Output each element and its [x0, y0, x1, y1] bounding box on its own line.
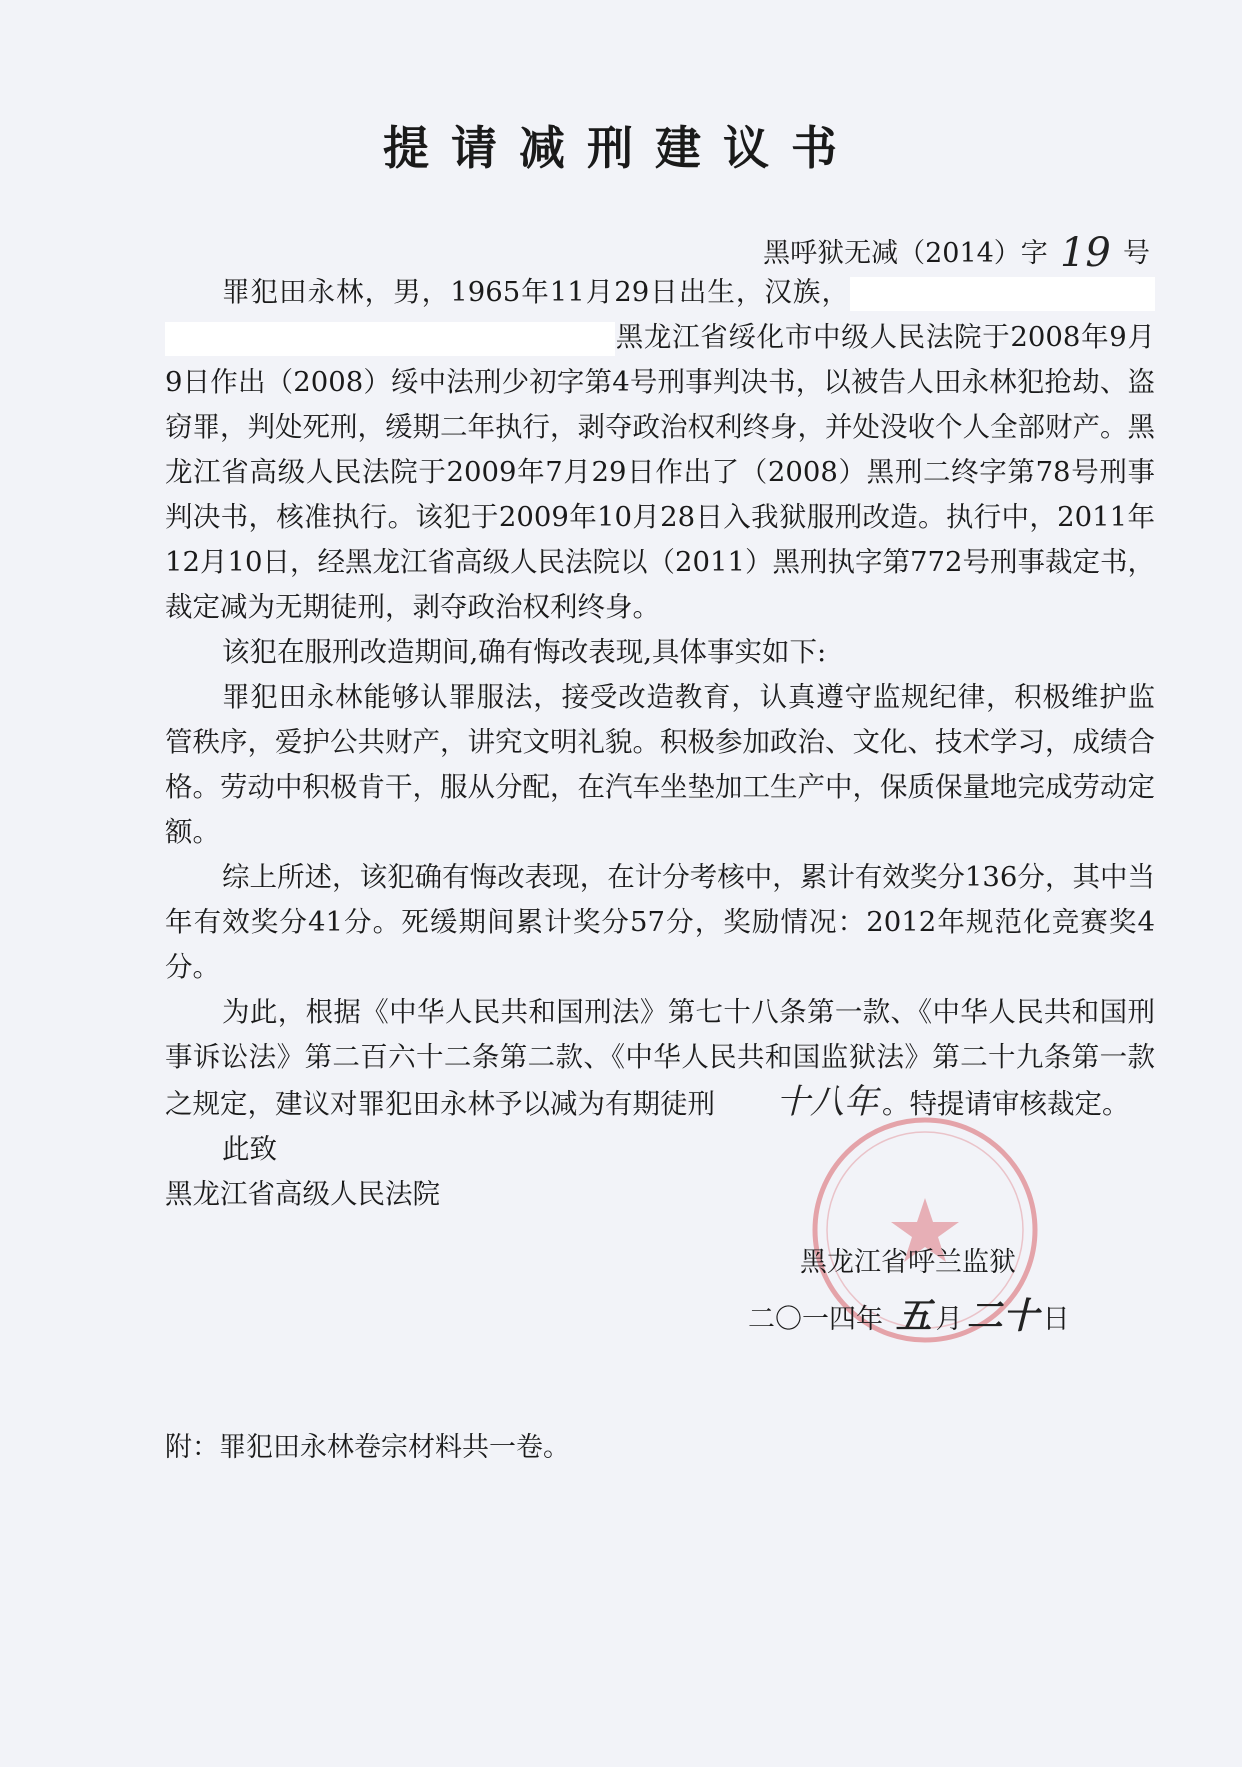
date-month-handwritten: 五	[895, 1295, 932, 1337]
document-body	[165, 270, 1155, 1217]
salutation: 此致	[222, 1133, 277, 1165]
document-number-prefix: 黑呼狱无减（2014）字	[763, 238, 1048, 269]
date-year: 二〇一四年	[748, 1304, 883, 1335]
paragraph-offender-info	[165, 270, 1155, 630]
signature-organization: 黑龙江省呼兰监狱	[800, 1247, 1016, 1278]
document-number-suffix: 号	[1123, 238, 1150, 269]
date-month-suffix: 月	[935, 1304, 963, 1335]
document-title: 提请减刑建议书	[383, 121, 859, 175]
addressee: 黑龙江省高级人民法院	[165, 1178, 440, 1210]
attachment-note: 附：罪犯田永林卷宗材料共一卷。	[165, 1432, 570, 1463]
paragraph-behavior: 罪犯田永林能够认罪服法，接受改造教育，认真遵守监规纪律，积极维护监管秩序，爱护公共财产，讲究文明礼貌。积极参加政治、文化、技术学习，成绩合格。劳动中积极肯干，服从分配，在汽车坐垫加工生产中，保质保量地完成劳动定额。	[165, 681, 1155, 848]
signature-date	[748, 1288, 1070, 1339]
proposal-closing: 。特提请审核裁定。	[882, 1088, 1130, 1120]
paragraph-proposal	[165, 990, 1155, 1127]
paragraph-offender-intro: 罪犯田永林，男，1965年11月29日出生，汉族，	[222, 276, 850, 308]
date-day-handwritten: 二十	[966, 1295, 1039, 1337]
document-number-handwritten: 19	[1059, 230, 1111, 276]
paragraph-summary: 综上所述，该犯确有悔改表现，在计分考核中，累计有效奖分136分，其中当年有效奖分41分。死缓期间累计奖分57分，奖励情况：2012年规范化竞赛奖4分。	[165, 861, 1155, 983]
paragraph-sentence-history: 黑龙江省绥化市中级人民法院于2008年9月9日作出（2008）绥中法刑少初字第4号刑事判决书，以被告人田永林犯抢劫、盗窃罪，判处死刑，缓期二年执行，剥夺政治权利终身，并处没收个人全部财产。黑龙江省高级人民法院于2009年7月29日作出了（2008）黑刑二终字第78号刑事判决书，核准执行。该犯于2009年10月28日入我狱服刑改造。执行中，2011年12月10日，经黑龙江省高级人民法院以（2011）黑刑执字第772号刑事裁定书，裁定减为无期徒刑，剥夺政治权利终身。	[165, 321, 1155, 623]
redaction-block	[850, 277, 1155, 311]
date-day-suffix: 日	[1042, 1304, 1070, 1335]
handwritten-term: 十八年	[776, 1082, 878, 1122]
paragraph-facts-intro: 该犯在服刑改造期间,确有悔改表现,具体事实如下:	[222, 636, 827, 668]
proposal-text: 为此，根据《中华人民共和国刑法》第七十八条第一款、《中华人民共和国刑事诉讼法》第二百六十二条第二款、《中华人民共和国监狱法》第二十九条第一款之规定，建议对罪犯田永林予以减为有期徒刑	[165, 996, 1155, 1120]
redaction-block	[165, 322, 615, 356]
document-number	[763, 226, 1150, 276]
